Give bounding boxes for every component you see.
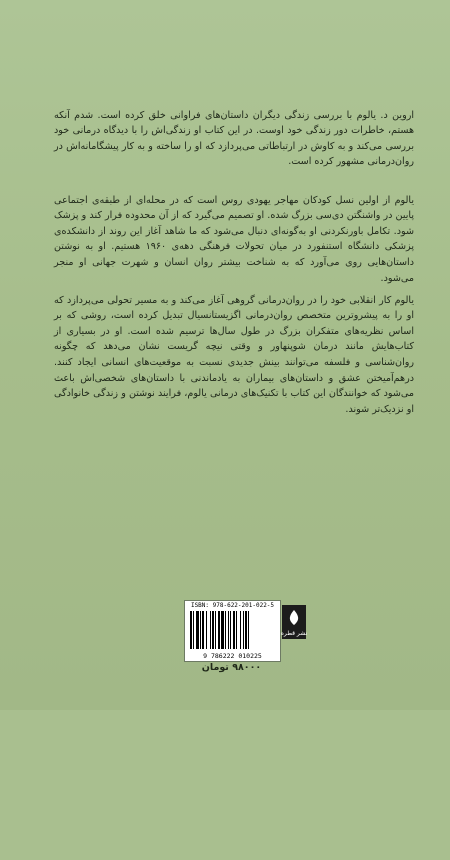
- description-paragraph-2: یالوم از اولین نسل کودکان مهاجر یهودی روس است که در محله‌ای از طبقه‌ی اجتماعی پایین در واشنگتن دی‌سی بزرگ شده. او تصمیم می‌گیرد که از آن محدوده فرار کند و پزشک شود. تکامل باورنکردنی او به‌گونه‌ای دنبال می‌شود که ما شاهد آغاز این روند از دانشکده‌ی پزشکی دانشگاه استنفورد در میان تحولات فرهنگی دهه‌ی ۱۹۶۰ هستیم. او به نوشتن داستان‌هایی روی می‌آورد که به شناخت بیشتر روان انسان و شهرت جهانی او منجر می‌شود.: [54, 194, 414, 284]
- publisher-name: نشر قطره: [281, 630, 307, 637]
- barcode-bars-icon: [190, 611, 275, 649]
- barcode-number: 9 786222 010225: [203, 652, 262, 660]
- description-paragraph-1: اروین د. یالوم با بررسی زندگی دیگران داستان‌های فراوانی خلق کرده است. شدم آنکه هستم، خاطرات دور زندگی خود اوست. در این کتاب او زندگی‌اش را با دیدگاه درمانی خود بررسی می‌کند و به کاوش در ارتباطاتی می‌پردازد که او را ساخته و به کار پیشگامانه‌اش در روان‌درمانی مشهور کرده است.: [54, 109, 414, 168]
- publisher-logo: [281, 604, 307, 640]
- description-paragraph-3: یالوم کار انقلابی خود را در روان‌درمانی گروهی آغاز می‌کند و به مسیر تحولی می‌پردازد که او را به پیشروترین متخصص روان‌درمانی اگزیستانسیال تبدیل کرده است، روشی که بر اساس نظریه‌های متفکران بزرگ در طول سال‌ها ترسیم شده است. او در بسیاری از کتاب‌هایش مانند درمان شوپنهاور و وقتی نیچه گریست نشان می‌دهد که چگونه روان‌شناسی و فلسفه می‌توانند بینش جدیدی نسبت به موقعیت‌های انسانی ایجاد کنند. درهم‌آمیختن عشق و داستان‌های بیماران به یادماندنی با داستان‌های شخصی‌اش باعث می‌شود که خوانندگان این کتاب با تکنیک‌های درمانی یالوم، فرایند نوشتن و زندگی خانوادگی او نزدیک‌تر شوند.: [54, 294, 414, 415]
- barcode: [184, 600, 281, 662]
- price: ۹۸۰۰۰ تومان: [201, 662, 262, 673]
- isbn-label: ISBN: 978-622-201-022-5: [190, 602, 275, 609]
